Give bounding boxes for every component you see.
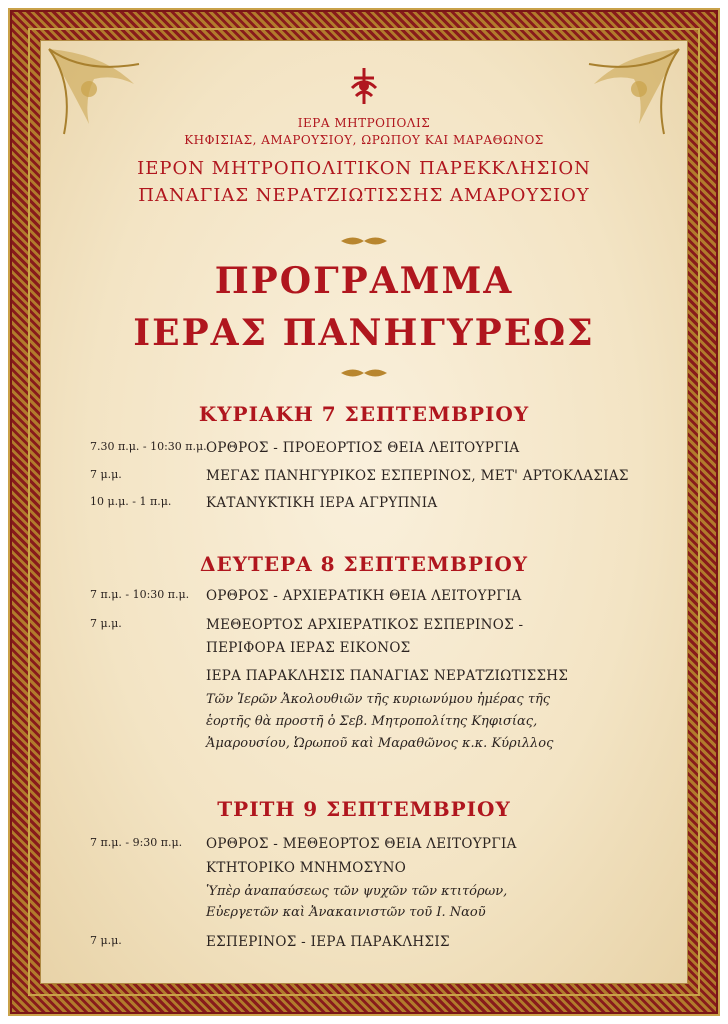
event-time: 7.30 π.μ. - 10:30 π.μ. (90, 440, 207, 453)
chapel-dedication: ΠΑΝΑΓΙΑΣ ΝΕΡΑΤΖΙΩΤΙΣΣΗΣ ΑΜΑΡΟΥΣΙΟΥ (138, 185, 590, 206)
event-title: ΟΡΘΡΟΣ - ΜΕΘΕΟΡΤΟΣ ΘΕΙΑ ΛΕΙΤΟΥΡΓΙΑ (206, 836, 517, 852)
program-title: ΠΡΟΓΡΑΜΜΑ (214, 260, 514, 302)
event-title: ΜΕΓΑΣ ΠΑΝΗΓΥΡΙΚΟΣ ΕΣΠΕΡΙΝΟΣ, ΜΕΤ' ΑΡΤΟΚΛΑΣΙΑΣ (206, 468, 629, 484)
metropolis-emblem-icon (347, 66, 381, 106)
event-title: ΚΤΗΤΟΡΙΚΟ ΜΝΗΜΟΣΥΝΟ (206, 860, 407, 876)
event-time: 7 π.μ. - 9:30 π.μ. (90, 836, 183, 849)
event-time: 7 μ.μ. (90, 617, 122, 630)
day-heading: ΤΡΙΤΗ 9 ΣΕΠΤΕΜΒΡΙΟΥ (217, 797, 511, 821)
note-line: Ἀμαρουσίου, Ὠρωποῦ καὶ Μαραθῶνος κ.κ. Κύριλλος (206, 736, 554, 751)
program-subtitle: ΙΕΡΑΣ ΠΑΝΗΓΥΡΕΩΣ (133, 312, 595, 354)
event-time: 7 μ.μ. (90, 468, 122, 481)
note-line: Ὑπὲρ ἀναπαύσεως τῶν ψυχῶν τῶν κτιτόρων, (206, 884, 508, 899)
chapel-name: ΙΕΡΟΝ ΜΗΤΡΟΠΟΛΙΤΙΚΟΝ ΠΑΡΕΚΚΛΗΣΙΟΝ (137, 158, 591, 179)
event-time: 10 μ.μ. - 1 π.μ. (90, 495, 172, 508)
metropolis-region: ΚΗΦΙΣΙΑΣ, ΑΜΑΡΟΥΣΙΟΥ, ΩΡΩΠΟΥ ΚΑΙ ΜΑΡΑΘΩΝΟΣ (184, 133, 544, 147)
event-title: ΟΡΘΡΟΣ - ΠΡΟΕΟΡΤΙΟΣ ΘΕΙΑ ΛΕΙΤΟΥΡΓΙΑ (206, 440, 520, 456)
event-title: ΚΑΤΑΝΥΚΤΙΚΗ ΙΕΡΑ ΑΓΡΥΠΝΙΑ (206, 495, 438, 511)
event-title: ΙΕΡΑ ΠΑΡΑΚΛΗΣΙΣ ΠΑΝΑΓΙΑΣ ΝΕΡΑΤΖΙΩΤΙΣΣΗΣ (206, 668, 569, 684)
event-title: ΕΣΠΕΡΙΝΟΣ - ΙΕΡΑ ΠΑΡΑΚΛΗΣΙΣ (206, 934, 450, 950)
divider-ornament-icon (341, 234, 387, 248)
event-time: 7 π.μ. - 10:30 π.μ. (90, 588, 190, 601)
note-line: Εὐεργετῶν καὶ Ἀνακαινιστῶν τοῦ Ι. Ναοῦ (206, 905, 486, 920)
event-title: ΟΡΘΡΟΣ - ΑΡΧΙΕΡΑΤΙΚΗ ΘΕΙΑ ΛΕΙΤΟΥΡΓΙΑ (206, 588, 522, 604)
event-title: ΠΕΡΙΦΟΡΑ ΙΕΡΑΣ ΕΙΚΟΝΟΣ (206, 640, 411, 656)
note-line: ἑορτῆς θὰ προστῆ ὁ Σεβ. Μητροπολίτης Κηφισίας, (206, 714, 538, 729)
note-line: Τῶν Ἱερῶν Ἀκολουθιῶν τῆς κυριωνύμου ἡμέρας τῆς (206, 692, 551, 707)
day-heading: ΚΥΡΙΑΚΗ 7 ΣΕΠΤΕΜΒΡΙΟΥ (198, 402, 530, 426)
event-title: ΜΕΘΕΟΡΤΟΣ ΑΡΧΙΕΡΑΤΙΚΟΣ ΕΣΠΕΡΙΝΟΣ - (206, 617, 524, 633)
metropolis-title: ΙΕΡΑ ΜΗΤΡΟΠΟΛΙΣ (297, 116, 431, 130)
event-time: 7 μ.μ. (90, 934, 122, 947)
day-heading: ΔΕΥΤΕΡΑ 8 ΣΕΠΤΕΜΒΡΙΟΥ (199, 552, 529, 576)
divider-ornament-icon (341, 366, 387, 380)
